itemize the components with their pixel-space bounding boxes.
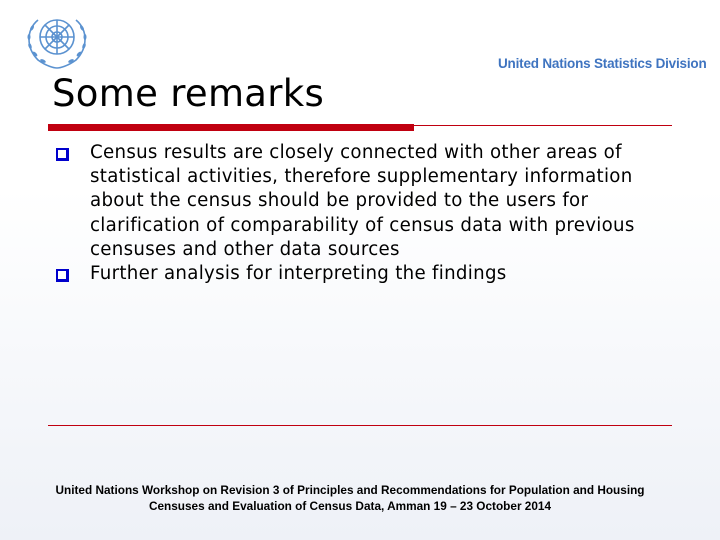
org-name: United Nations Statistics Division xyxy=(498,56,707,71)
slide-title: Some remarks xyxy=(52,72,325,115)
footer-divider xyxy=(48,425,672,426)
bullet-text: Further analysis for interpreting the findings xyxy=(90,263,507,285)
bullet-text: Census results are closely connected with other areas of statistical activities, therefore supplementary information about the census should be provided to the users for clarification of comparability of census data with previous censuses and other data sources xyxy=(90,142,635,260)
bullet-list xyxy=(56,141,676,286)
footer xyxy=(20,483,680,514)
hollow-square-bullet-icon xyxy=(56,148,69,161)
un-emblem-icon xyxy=(18,6,96,72)
list-item xyxy=(56,262,676,286)
footer-line-1: United Nations Workshop on Revision 3 of Principles and Recommendations for Population and Housing xyxy=(55,483,645,497)
list-item xyxy=(56,141,676,262)
title-divider-accent xyxy=(48,124,414,131)
footer-line-2: Censuses and Evaluation of Census Data, Amman 19 – 23 October 2014 xyxy=(148,498,552,513)
hollow-square-bullet-icon xyxy=(56,269,69,282)
